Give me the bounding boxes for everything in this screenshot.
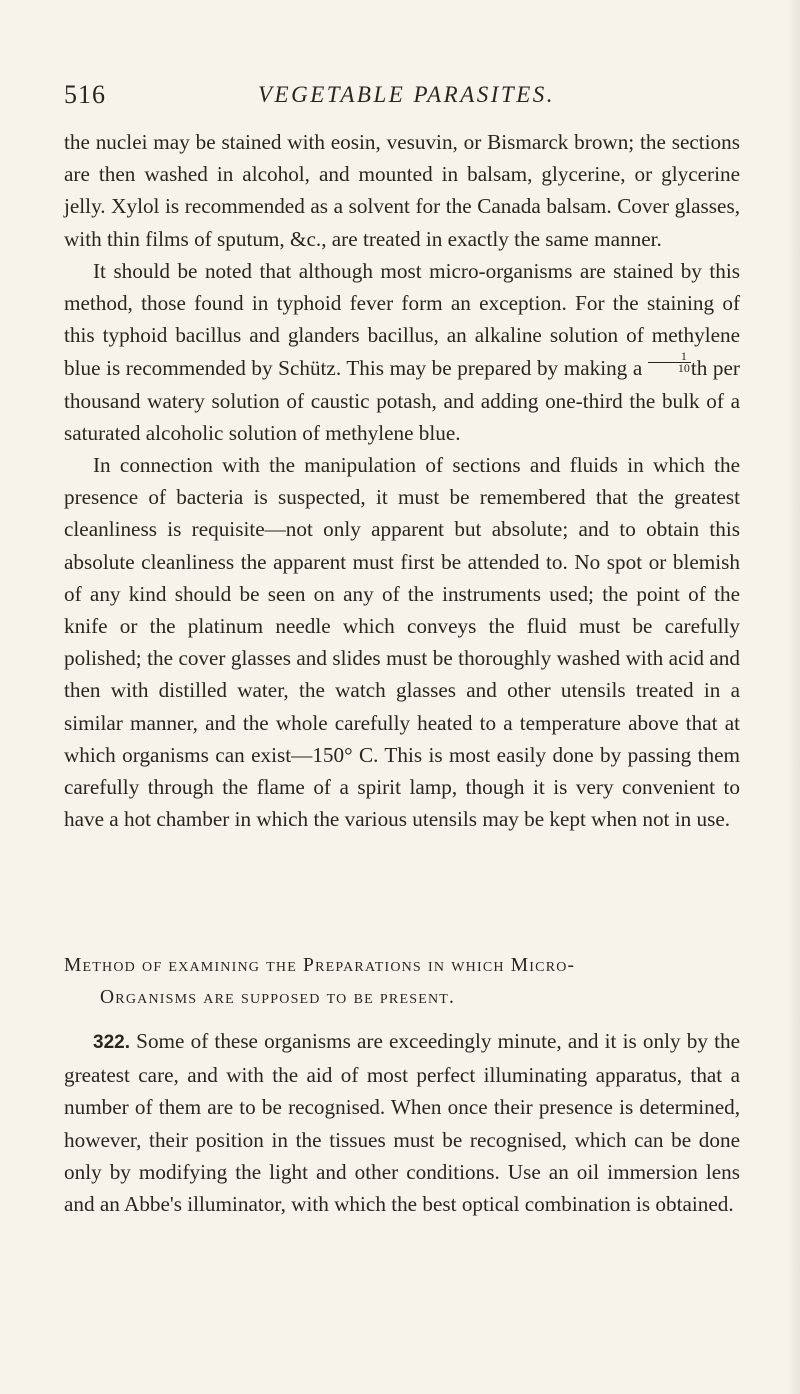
section-body [64,1025,740,1220]
fraction-numerator: 1 [680,349,687,364]
page-number: 516 [64,80,106,109]
section-heading-line-2: Organisms are supposed to be present. [100,987,456,1008]
section-heading [64,950,740,1014]
paragraph-text: th per thousand watery solution of caustic potash, and adding one-third the bulk of a saturated alcoholic solution of methylene blue. [64,356,740,445]
fraction [648,351,691,374]
section-heading-line-1: Method of examining the Preparations in which Micro- [64,955,576,976]
paragraph-cleanliness: In connection with the manipulation of sections and fluids in which the presence of bacteria is suspected, it must be remembered that the greatest cleanliness is requisite—not only apparent but absolute; and to obtain this absolute cleanliness the apparent must first be attended to. No spot or blemish of any kind should be seen on any of the instruments used; the point of the knife or the platinum needle which conveys the fluid must be carefully polished; the cover glasses and slides must be thoroughly washed with acid and then with distilled water, the watch glasses and other utensils treated in a similar manner, and the whole carefully heated to a temperature above that at which organisms can exist—150° C. This is most easily done by passing them carefully through the flame of a spirit lamp, though it is very convenient to have a hot chamber in which the various utensils may be kept when not in use. [64,453,740,832]
page-edge-shadow [786,0,800,1394]
body-text [64,126,740,835]
paragraph-text: Some of these organisms are exceedingly minute, and it is only by the greatest care, and with the aid of most perfect illuminating apparatus, that a number of them are to be recognised. When once their presence is determined, however, their position in the tissues must be recognised, which can be done only by modifying the light and other conditions. Use an oil immersion lens and an Abbe's illuminator, with which the best optical combination is obtained. [64,1029,741,1217]
paragraph-text: It should be noted that although most micro-organisms are stained by this method, those found in typhoid fever form an exception. For the staining of this typhoid bacillus and glanders bacillus, an alkaline solution of methylene blue is recommended by Schütz. This may be prepared by making a [64,258,740,381]
paragraph-continuation: the nuclei may be stained with eosin, vesuvin, or Bismarck brown; the sections are then washed in alcohol, and mounted in balsam, glycerine, or glycerine jelly. Xylol is recommended as a solvent for the Canada balsam. Cover glasses, with thin films of sputum, &c., are treated in exactly the same manner. [64,130,740,251]
running-title: VEGETABLE PARASITES. [258,82,556,107]
page-header [64,80,744,116]
paragraph-322 [64,1025,740,1220]
paragraph-typhoid-staining [64,255,740,449]
paragraph-number: 322. [93,1032,130,1053]
fraction-denominator: 10 [648,362,691,374]
